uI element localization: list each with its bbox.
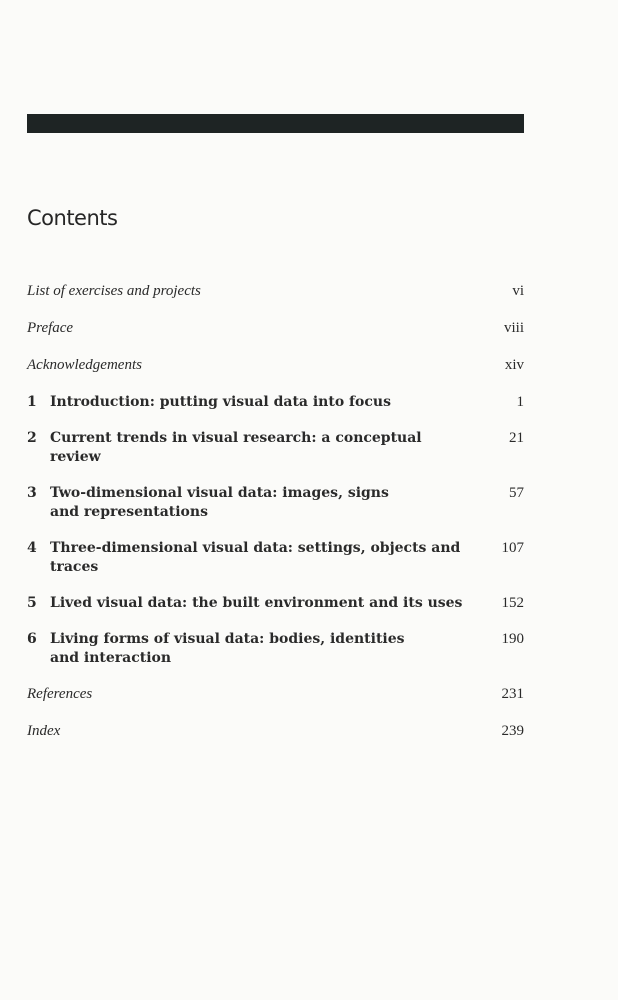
contents-heading: Contents [27,206,118,230]
toc-entry-references [27,685,524,704]
toc-entry-chapter-2 [27,429,524,467]
toc-entry-title: Lived visual data: the built environment and its uses [50,595,463,611]
toc-entry-page: 21 [509,430,524,446]
toc-entry-title: List of exercises and projects [27,283,201,299]
toc-entry-title: Three-dimensional visual data: settings, objects and traces [50,540,461,575]
toc-entry-title: Living forms of visual data: bodies, identities and interaction [50,631,405,666]
chapter-number: 6 [27,631,37,647]
toc-entry-title: Acknowledgements [27,357,142,373]
toc-entry-page: 239 [501,723,524,739]
toc-entry-page: viii [503,320,524,336]
toc-entry-page: xiv [504,357,524,373]
chapter-number: 2 [27,430,37,446]
toc-entry-page: 107 [501,540,524,556]
toc-entry-preface [27,319,524,338]
toc-entry-exercises [27,282,524,301]
chapter-number: 5 [27,595,37,611]
toc-entry-chapter-1 [27,393,524,412]
toc-entry-title: Preface [27,320,74,336]
chapter-number: 1 [27,394,37,410]
toc-entry-title: Current trends in visual research: a conceptual review [50,430,422,465]
toc-entry-acknowledgements [27,356,524,375]
toc-entry-index [27,722,524,741]
decorative-top-bar [27,114,524,133]
toc-entry-chapter-5 [27,594,524,613]
toc-entry-chapter-3 [27,484,524,522]
chapter-number: 4 [27,540,37,556]
toc-entry-chapter-6 [27,630,524,668]
table-of-contents [27,282,524,759]
toc-entry-title: Introduction: putting visual data into focus [50,394,391,410]
toc-entry-page: 57 [509,485,524,501]
toc-entry-page: 231 [501,686,524,702]
toc-entry-page: 190 [501,631,524,647]
toc-entry-page: 152 [501,595,524,611]
toc-entry-title: Index [27,723,61,739]
toc-entry-title: References [27,686,93,702]
toc-entry-chapter-4 [27,539,524,577]
toc-entry-page: 1 [516,394,524,410]
toc-entry-page: vi [512,283,524,299]
toc-entry-title: Two-dimensional visual data: images, signs and representations [50,485,389,520]
chapter-number: 3 [27,485,37,501]
